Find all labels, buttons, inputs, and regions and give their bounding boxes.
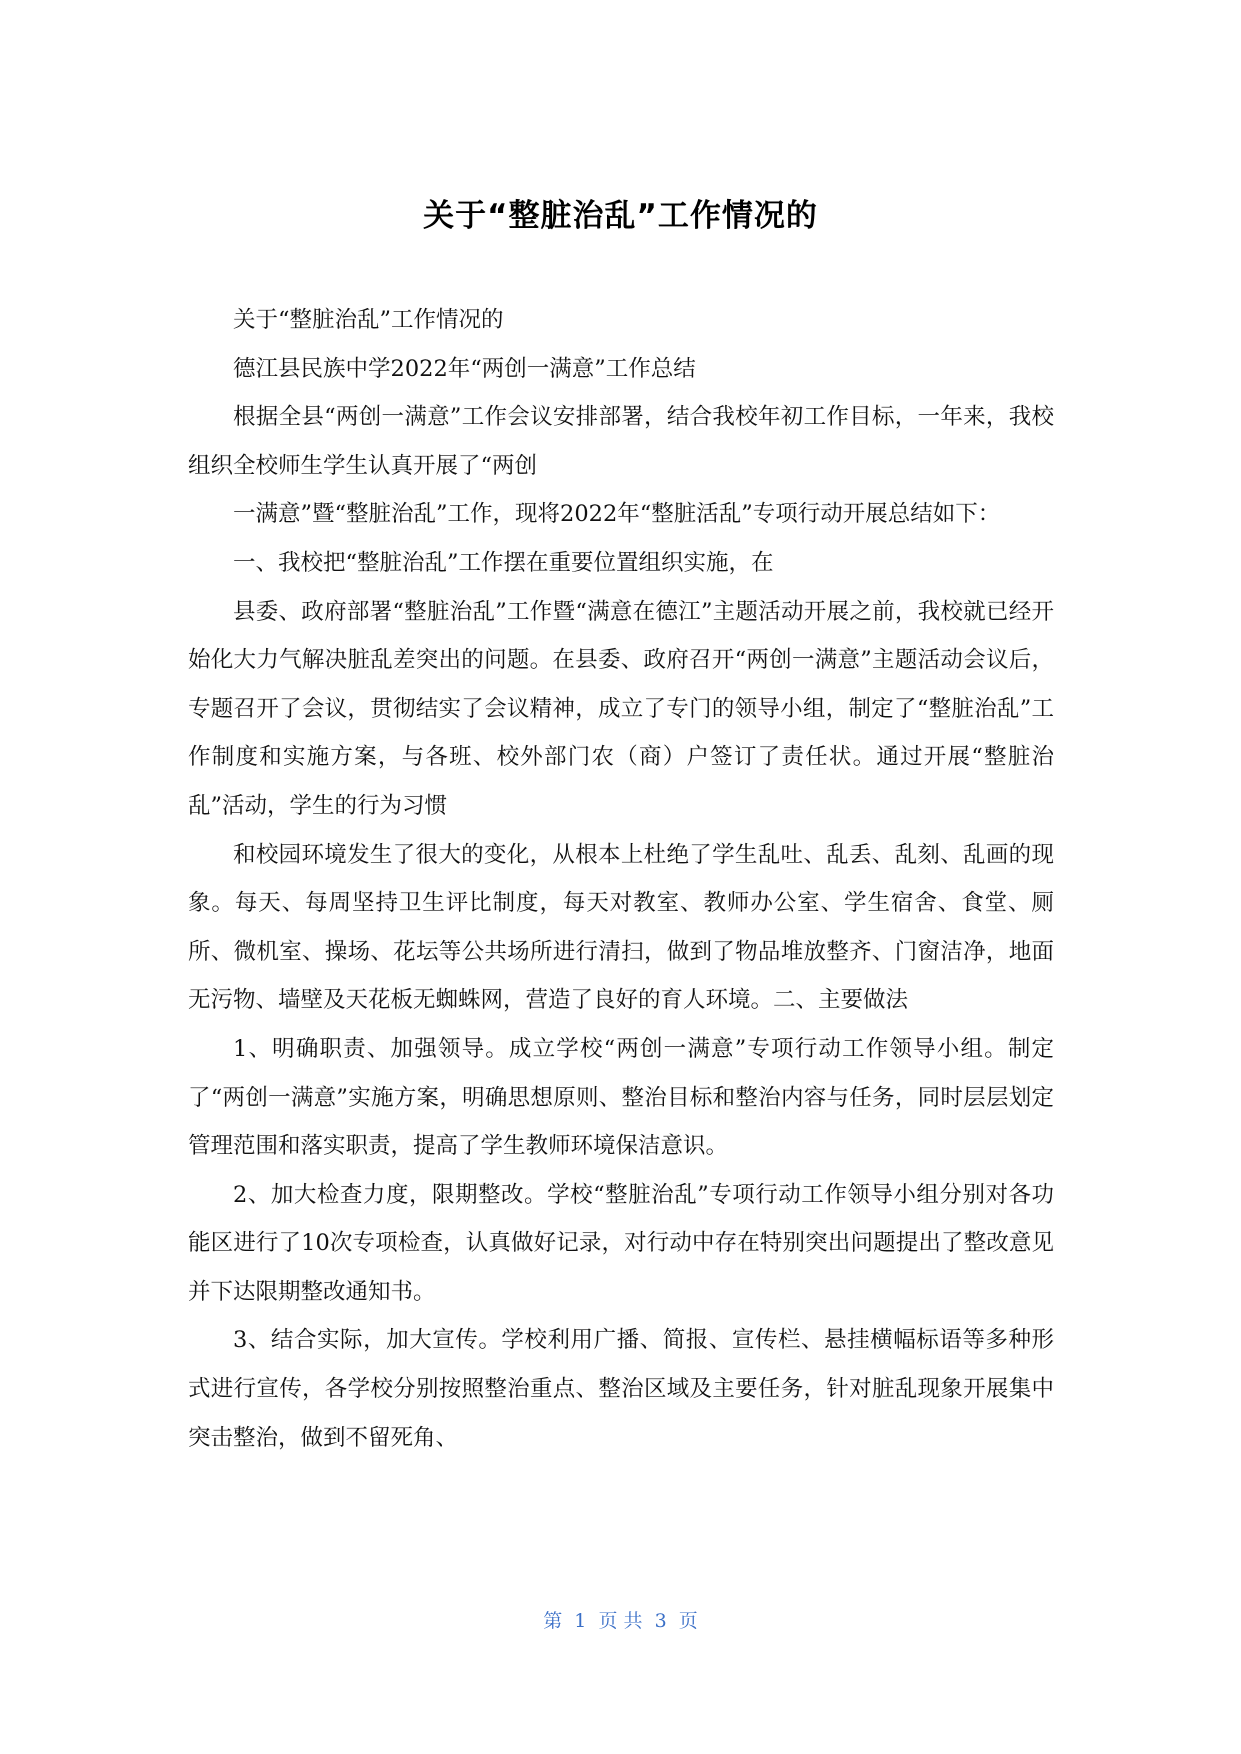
paragraph: 1、明确职责、加强领导。成立学校“两创一满意”专项行动工作领导小组。制定了“两创一满意”实施方案，明确思想原则、整治目标和整治内容与任务，同时层层划定管理范围和落实职责，提高了学生教师环境保洁意识。 bbox=[188, 1035, 1054, 1160]
paragraph: 关于“整脏治乱”工作情况的 bbox=[233, 307, 504, 333]
page-number-footer: 第 1 页 共 3 页 bbox=[543, 1610, 698, 1632]
paragraph: 3、结合实际，加大宣传。学校利用广播、简报、宣传栏、悬挂横幅标语等多种形式进行宣传，各学校分别按照整治重点、整治区域及主要任务，针对脏乱现象开展集中突击整治，做到不留死角、 bbox=[188, 1327, 1054, 1451]
paragraph: 一、我校把“整脏治乱”工作摆在重要位置组织实施，在 bbox=[233, 549, 774, 576]
paragraph: 2、加大检查力度，限期整改。学校“整脏治乱”专项行动工作领导小组分别对各功能区进行了10次专项检查，认真做好记录，对行动中存在特别突出问题提出了整改意见并下达限期整改通知书。 bbox=[188, 1181, 1054, 1305]
paragraph: 县委、政府部署“整脏治乱”工作暨“满意在德江”主题活动开展之前，我校就已经开始化大力气解决脏乱差突出的问题。在县委、政府召开“两创一满意”主题活动会议后，专题召开了会议，贯彻结实了会议精神，成立了专门的领导小组，制定了“整脏治乱”工作制度和实施方案，与各班、校外部门农（商）户签订了责任状。通过开展“整脏治乱”活动，学生的行为习惯 bbox=[188, 598, 1054, 819]
paragraph: 德江县民族中学2022年“两创一满意”工作总结 bbox=[233, 355, 696, 382]
document-body bbox=[188, 296, 1054, 1462]
paragraph: 和校园环境发生了很大的变化，从根本上杜绝了学生乱吐、乱丢、乱刻、乱画的现象。每天、每周坚持卫生评比制度，每天对教室、教师办公室、学生宿舍、食堂、厕所、微机室、操场、花坛等公共场所进行清扫，做到了物品堆放整齐、门窗洁净，地面无污物、墙壁及天花板无蜘蛛网，营造了良好的育人环境。二、主要做法 bbox=[188, 841, 1054, 1014]
paragraph: 一满意”暨“整脏治乱”工作，现将2022年“整脏活乱”专项行动开展总结如下： bbox=[233, 501, 1001, 528]
paragraph: 根据全县“两创一满意”工作会议安排部署，结合我校年初工作目标，一年来，我校组织全校师生学生认真开展了“两创 bbox=[188, 404, 1054, 479]
document-title: 关于“整脏治乱”工作情况的 bbox=[423, 198, 818, 234]
